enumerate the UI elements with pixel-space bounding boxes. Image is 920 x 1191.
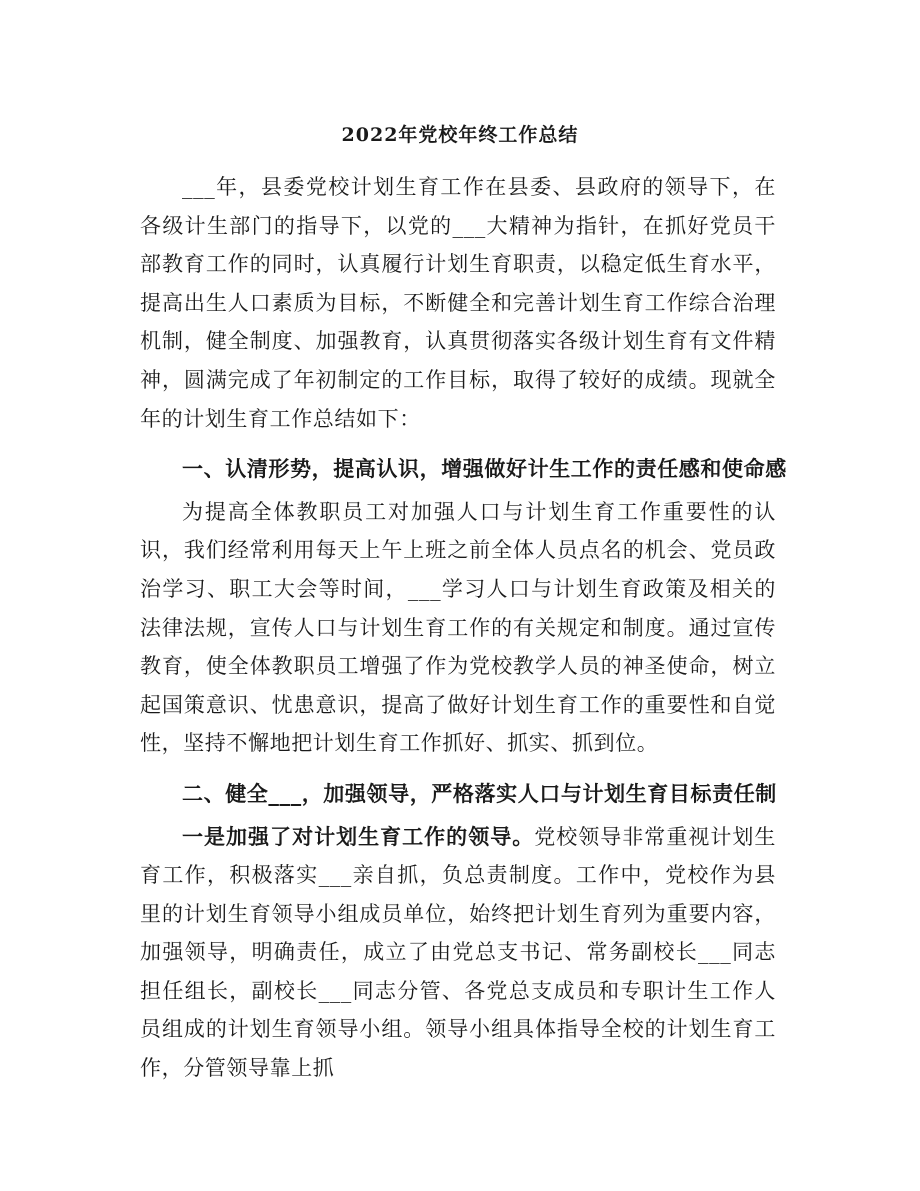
section-2-paragraph bbox=[140, 818, 776, 1088]
section-1-heading: 一、认清形势，提高认识，增强做好计生工作的责任感和使命感 bbox=[182, 456, 787, 482]
document-body bbox=[140, 168, 787, 1088]
section-2-lead: 一是加强了对计划生育工作的领导。 bbox=[182, 823, 535, 849]
intro-paragraph: ___年，县委党校计划生育工作在县委、县政府的领导下，在各级计生部门的指导下，以党的___大精神为指针，在抓好党员干部教育工作的同时，认真履行计划生育职责，以稳定低生育水平，提高出生人口素质为目标，不断健全和完善计划生育工作综合治理机制，健全制度、加强教育，认真贯彻落实各级计划生育有文件精神，圆满完成了年初制定的工作目标，取得了较好的成绩。现就全年的计划生育工作总结如下： bbox=[140, 175, 776, 431]
section-2-heading: 二、健全___，加强领导，严格落实人口与计划生育目标责任制 bbox=[182, 780, 777, 806]
document-title: 2022年党校年终工作总结 bbox=[341, 124, 579, 146]
section-1-paragraph: 为提高全体教职员工对加强人口与计划生育工作重要性的认识，我们经常利用每天上午上班之前全体人员点名的机会、党员政治学习、职工大会等时间，___学习人口与计划生育政策及相关的法律法规，宣传人口与计划生育工作的有关规定和制度。通过宣传教育，使全体教职员工增强了作为党校教学人员的神圣使命，树立起国策意识、忧患意识，提高了做好计划生育工作的重要性和自觉性，坚持不懈地把计划生育工作抓好、抓实、抓到位。 bbox=[140, 499, 776, 756]
section-2-body: 党校领导非常重视计划生育工作，积极落实___亲自抓，负总责制度。工作中，党校作为县里的计划生育领导小组成员单位，始终把计划生育列为重要内容，加强领导，明确责任，成立了由党总支书记、常务副校长___同志担任组长，副校长___同志分管、各党总支成员和专职计生工作人员组成的计划生育领导小组。领导小组具体指导全校的计划生育工作，分管领导靠上抓 bbox=[140, 824, 776, 1081]
